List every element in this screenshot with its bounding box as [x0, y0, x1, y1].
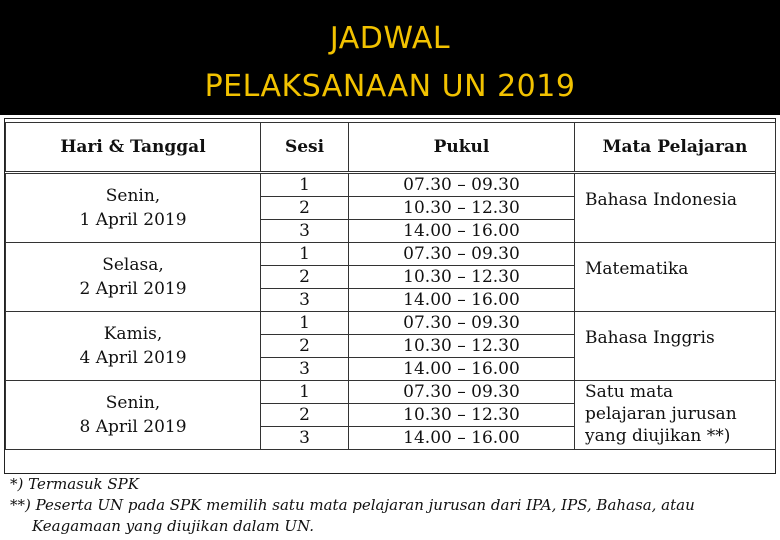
- sesi-cell: 3: [261, 427, 349, 450]
- header-pukul: Pukul: [349, 123, 575, 173]
- day-name: Kamis,: [103, 324, 163, 344]
- pukul-cell: 10.30 – 12.30: [349, 404, 575, 427]
- mata-pelajaran-cell: [575, 312, 776, 381]
- mata-pelajaran-cell: [575, 381, 776, 450]
- mata-pelajaran-cell: [575, 243, 776, 312]
- pukul-cell: 07.30 – 09.30: [349, 173, 575, 197]
- schedule-body: [6, 173, 776, 450]
- table-row: [6, 381, 776, 404]
- day-date: 8 April 2019: [79, 417, 187, 437]
- pukul-cell: 10.30 – 12.30: [349, 266, 575, 289]
- table-row: [6, 312, 776, 335]
- table-row: [6, 173, 776, 197]
- sesi-cell: 3: [261, 358, 349, 381]
- sesi-cell: 2: [261, 335, 349, 358]
- sesi-cell: 1: [261, 381, 349, 404]
- pukul-cell: 10.30 – 12.30: [349, 335, 575, 358]
- footnote-jurusan: **) Peserta UN pada SPK memilih satu mata pelajaran jurusan dari IPA, IPS, Bahasa, atau: [10, 496, 695, 514]
- footnote-jurusan-continued: Keagamaan yang diujikan dalam UN.: [32, 517, 314, 535]
- day-date-cell: [6, 243, 261, 312]
- mata-pelajaran-line: yang diujikan **): [585, 426, 731, 446]
- mata-pelajaran-line: Satu mata: [585, 382, 674, 402]
- day-date: 2 April 2019: [79, 279, 187, 299]
- sesi-cell: 2: [261, 266, 349, 289]
- pukul-cell: 10.30 – 12.30: [349, 197, 575, 220]
- sesi-cell: 2: [261, 197, 349, 220]
- mata-pelajaran-line: Bahasa Inggris: [585, 328, 715, 348]
- mata-pelajaran-line: Bahasa Indonesia: [585, 190, 738, 210]
- pukul-cell: 14.00 – 16.00: [349, 358, 575, 381]
- sesi-cell: 1: [261, 173, 349, 197]
- day-date-cell: [6, 312, 261, 381]
- sesi-cell: 3: [261, 220, 349, 243]
- pukul-cell: 14.00 – 16.00: [349, 427, 575, 450]
- footnotes: [10, 474, 780, 537]
- pukul-cell: 07.30 – 09.30: [349, 243, 575, 266]
- sesi-cell: 2: [261, 404, 349, 427]
- day-date: 1 April 2019: [79, 210, 187, 230]
- page-title-line-1: JADWAL: [329, 21, 451, 56]
- sesi-cell: 1: [261, 312, 349, 335]
- pukul-cell: 14.00 – 16.00: [349, 289, 575, 312]
- pukul-cell: 14.00 – 16.00: [349, 220, 575, 243]
- day-name: Senin,: [105, 186, 161, 206]
- title-banner: [0, 0, 780, 115]
- header-mata-pelajaran: Mata Pelajaran: [575, 123, 776, 173]
- mata-pelajaran-line: Matematika: [585, 259, 689, 279]
- day-name: Senin,: [105, 393, 161, 413]
- mata-pelajaran-line: pelajaran jurusan: [585, 404, 737, 424]
- header-sesi: Sesi: [261, 123, 349, 173]
- table-row: [6, 243, 776, 266]
- sesi-cell: 3: [261, 289, 349, 312]
- table-header-row: [6, 123, 776, 173]
- pukul-cell: 07.30 – 09.30: [349, 312, 575, 335]
- day-date-cell: [6, 173, 261, 243]
- day-date-cell: [6, 381, 261, 450]
- pukul-cell: 07.30 – 09.30: [349, 381, 575, 404]
- day-name: Selasa,: [102, 255, 164, 275]
- footnote-spk: *) Termasuk SPK: [10, 475, 139, 493]
- page-title-line-2: PELAKSANAAN UN 2019: [204, 69, 576, 104]
- header-hari-tanggal: Hari & Tanggal: [6, 123, 261, 173]
- mata-pelajaran-cell: [575, 173, 776, 243]
- day-date: 4 April 2019: [79, 348, 187, 368]
- schedule-table: [5, 122, 776, 450]
- sesi-cell: 1: [261, 243, 349, 266]
